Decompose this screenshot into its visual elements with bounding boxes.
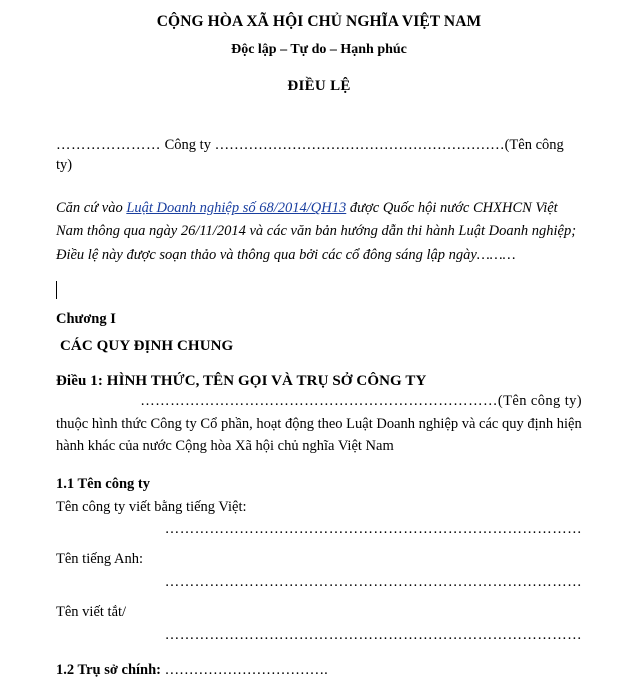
section-1-1-heading: 1.1 Tên công ty <box>56 475 150 492</box>
law-reference-link[interactable]: Luật Doanh nghiệp số 68/2014/QH13 <box>126 200 347 217</box>
chapter-number: Chương I <box>56 310 116 327</box>
basis-second-line: Điều lệ này được soạn thảo và thông qua bởi các cổ đông sáng lập ngày……… <box>56 247 516 264</box>
text-cursor[interactable] <box>56 281 582 301</box>
field-company-name-vn-label: Tên công ty viết bằng tiếng Việt: <box>56 498 247 515</box>
basis-paragraph <box>56 197 582 242</box>
field-company-abbr-input[interactable]: ………………………………………………………………………… <box>164 626 582 643</box>
field-company-name-en-label: Tên tiếng Anh: <box>56 551 143 568</box>
document-title: ĐIỀU LỆ <box>287 77 351 94</box>
basis-suffix: được Quốc hội nước CHXHCN Việt Nam thông qua ngày 26/11/2014 và các văn bản hướng dẫn thi hành Luật Doanh nghiệp; <box>56 200 577 239</box>
caret-icon <box>56 281 57 299</box>
company-leading-dots: ………………… <box>56 136 161 153</box>
chapter-heading: CÁC QUY ĐỊNH CHUNG <box>60 337 234 354</box>
company-trailing-dots: ……………………………………………………(Tên công ty) <box>56 136 564 174</box>
field-company-abbr-label: Tên viết tắt/ <box>56 603 127 620</box>
field-company-name-vn-input[interactable]: ………………………………………………………………………… <box>164 521 582 538</box>
section-1-2-dots[interactable]: ……………………………. <box>164 662 328 679</box>
company-name-line <box>56 135 582 176</box>
section-1-2-heading <box>56 662 582 679</box>
basis-prefix: Căn cứ vào <box>56 200 127 217</box>
section-1-2-label: 1.2 Trụ sở chính: <box>56 662 161 679</box>
article-1-title: Điều 1: HÌNH THỨC, TÊN GỌI VÀ TRỤ SỞ CÔNG TY <box>56 372 427 389</box>
company-label: Công ty <box>164 136 211 153</box>
field-company-name-en-input[interactable]: ………………………………………………………………………… <box>164 573 582 590</box>
document-nation-line: CỘNG HÒA XÃ HỘI CHỦ NGHĨA VIỆT NAM <box>156 13 482 30</box>
document-motto-line: Độc lập – Tự do – Hạnh phúc <box>231 41 407 57</box>
article-1-dots-line: ………………………………………………………………(Tên công ty) <box>140 392 582 409</box>
article-1-body: thuộc hình thức Công ty Cổ phần, hoạt động theo Luật Doanh nghiệp và các quy định hiện hành khác của nước Cộng hòa Xã hội chủ nghĩa Việt Nam <box>56 415 582 455</box>
